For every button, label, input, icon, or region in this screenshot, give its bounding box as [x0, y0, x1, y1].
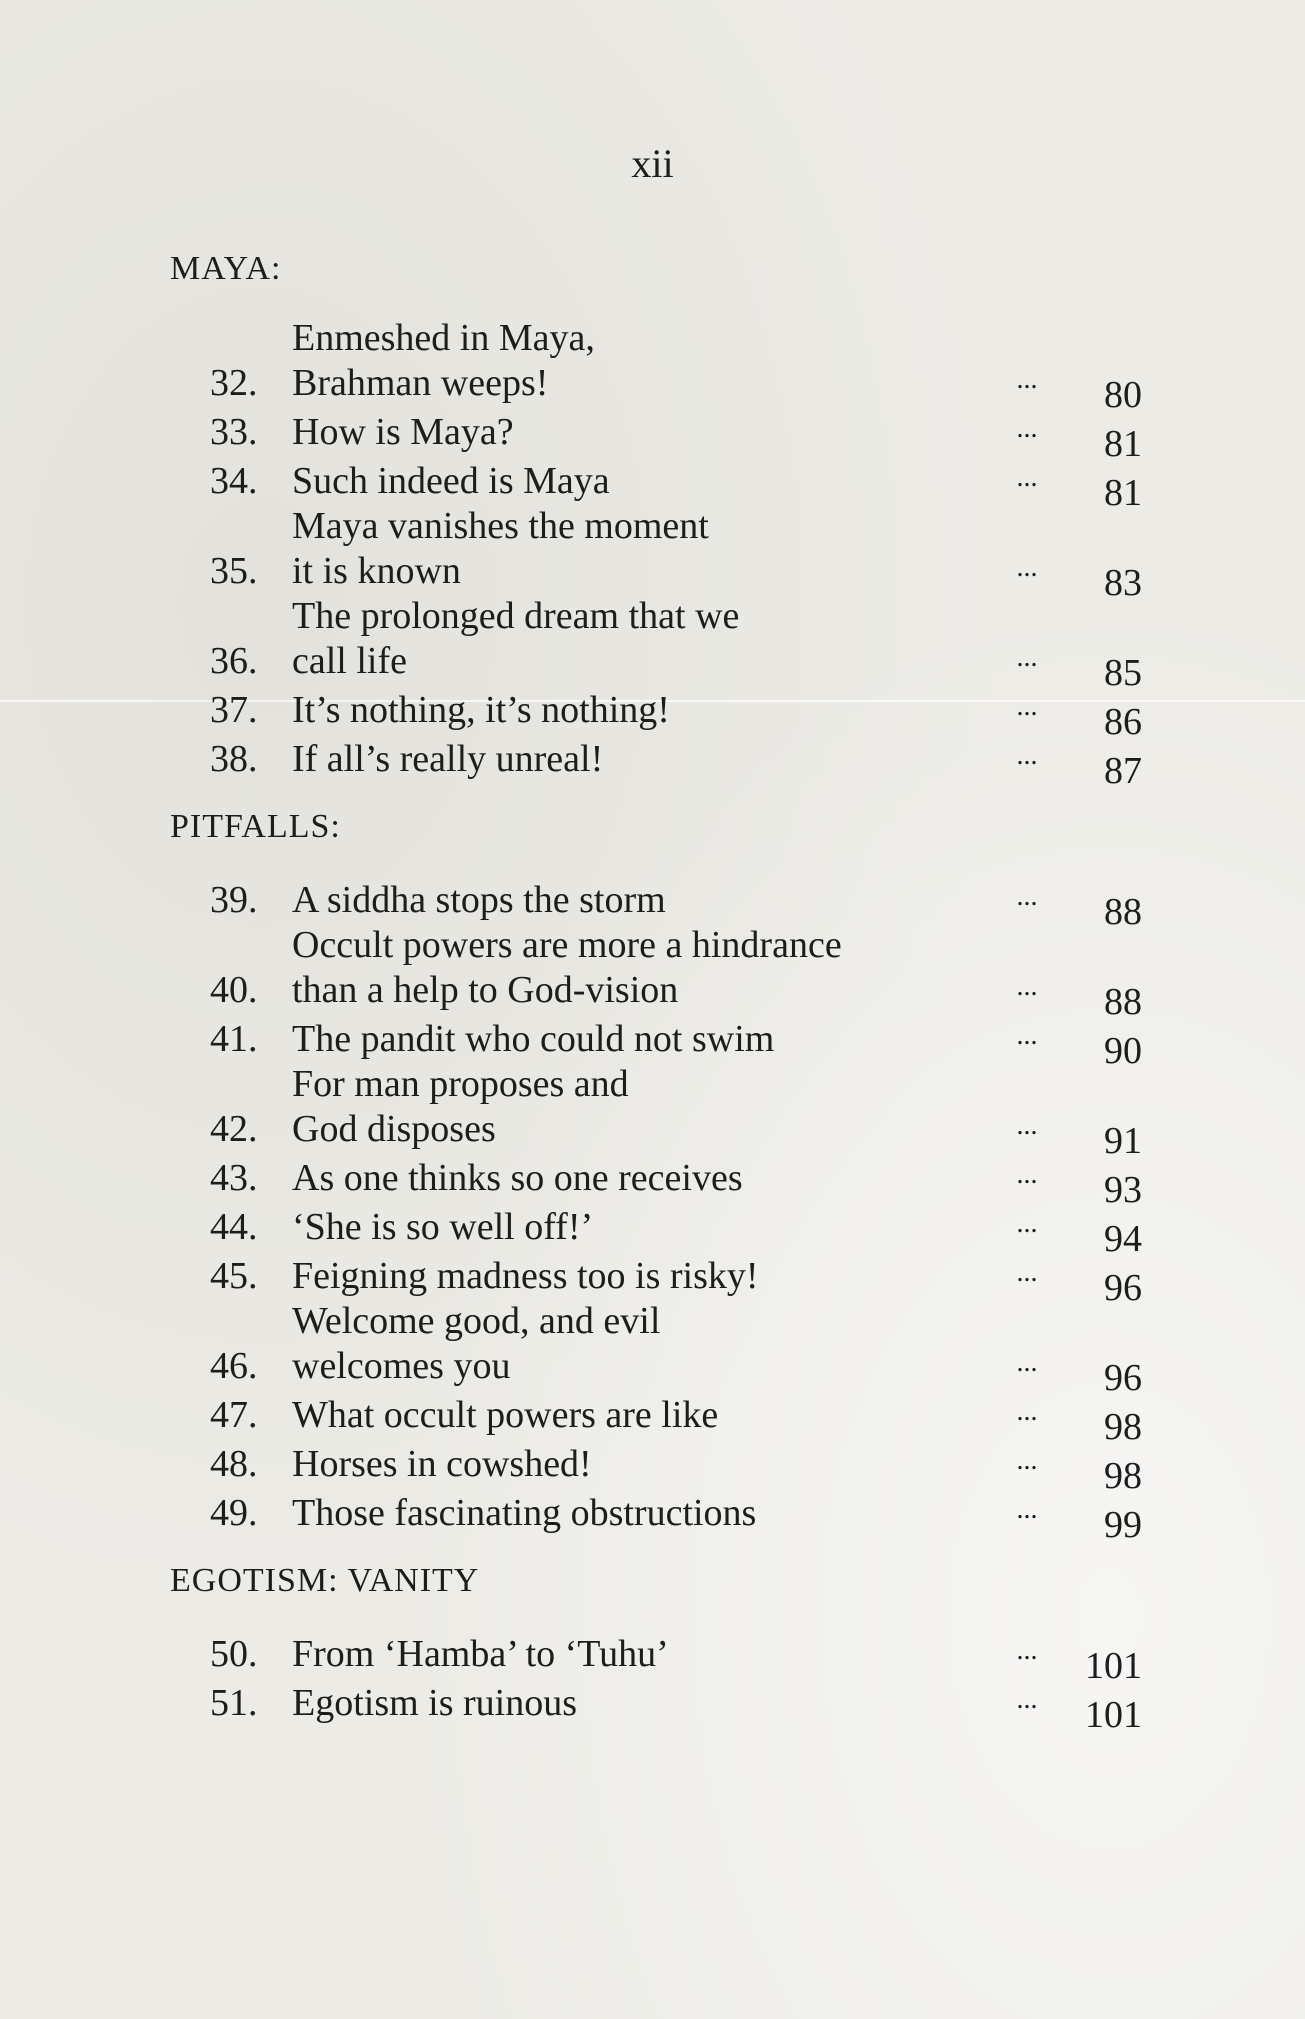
dot-leader: ... [1016, 881, 1038, 912]
entry-title [292, 1062, 992, 1152]
section-heading: PITFALLS: [170, 808, 341, 845]
entry-title [292, 1442, 992, 1487]
entry-title-line: The pandit who could not swim [292, 1018, 775, 1060]
entry-number: 32. [210, 362, 258, 404]
entry-number: 34. [210, 460, 258, 502]
entry-page-number: 90 [1104, 1030, 1142, 1072]
toc-entry [210, 1299, 1190, 1399]
toc-entry [210, 594, 1190, 694]
entry-title-line: call life [292, 640, 407, 682]
entry-page-number: 91 [1104, 1120, 1142, 1162]
toc-entry [210, 923, 1190, 1023]
entry-title [292, 316, 992, 406]
dot-leader: ... [1016, 1635, 1038, 1666]
entry-number: 50. [210, 1633, 258, 1675]
entry-title-line: If all’s really unreal! [292, 738, 604, 780]
entry-page-number: 93 [1104, 1169, 1142, 1211]
entry-page-number: 98 [1104, 1406, 1142, 1448]
entry-title-line: than a help to God-vision [292, 969, 679, 1011]
entry-number: 45. [210, 1255, 258, 1297]
entry-title [292, 737, 992, 782]
entry-title [292, 1681, 992, 1726]
entry-number: 41. [210, 1018, 258, 1060]
toc-entry [210, 504, 1190, 604]
entry-title [292, 688, 992, 733]
toc-entry [210, 684, 1190, 743]
entry-number: 35. [210, 550, 258, 592]
entry-title-line: What occult powers are like [292, 1394, 719, 1436]
entry-number: 40. [210, 969, 258, 1011]
entry-title-line: Maya vanishes the moment [292, 505, 709, 547]
entry-title-line: How is Maya? [292, 411, 514, 453]
entry-title-line: Enmeshed in Maya, [292, 317, 595, 359]
dot-leader: ... [1016, 1110, 1038, 1141]
entry-title-line: welcomes you [292, 1345, 511, 1387]
entry-page-number: 101 [1085, 1694, 1142, 1736]
toc-entry [210, 1438, 1190, 1497]
entry-page-number: 96 [1104, 1357, 1142, 1399]
section-heading: EGOTISM: VANITY [170, 1562, 480, 1599]
entry-page-number: 81 [1104, 423, 1142, 465]
toc-entry [210, 1201, 1190, 1260]
entry-page-number: 85 [1104, 652, 1142, 694]
entry-page-number: 101 [1085, 1645, 1142, 1687]
entry-title-line: Welcome good, and evil [292, 1300, 661, 1342]
entry-number: 48. [210, 1443, 258, 1485]
entry-title [292, 410, 992, 455]
entry-number: 38. [210, 738, 258, 780]
page-number: xii [631, 141, 674, 186]
entry-number: 43. [210, 1157, 258, 1199]
entry-page-number: 94 [1104, 1218, 1142, 1260]
entry-title [292, 1299, 992, 1389]
entry-page-number: 98 [1104, 1455, 1142, 1497]
dot-leader: ... [1016, 1020, 1038, 1051]
toc-entry [210, 1628, 1190, 1687]
entry-number: 39. [210, 879, 258, 921]
toc-entry [210, 874, 1190, 933]
toc-entry [210, 1152, 1190, 1211]
dot-leader: ... [1016, 1208, 1038, 1239]
entry-page-number: 99 [1104, 1504, 1142, 1546]
entry-title-line: As one thinks so one receives [292, 1157, 743, 1199]
dot-leader: ... [1016, 1445, 1038, 1476]
entry-title-line: Egotism is ruinous [292, 1682, 578, 1724]
entry-title-line: Those fascinating obstructions [292, 1492, 757, 1534]
table-of-contents [140, 250, 1190, 1736]
entry-number: 49. [210, 1492, 258, 1534]
toc-entry [210, 1250, 1190, 1309]
dot-leader: ... [1016, 364, 1038, 395]
entry-title [292, 923, 992, 1013]
entry-page-number: 80 [1104, 374, 1142, 416]
dot-leader: ... [1016, 1494, 1038, 1525]
entry-title [292, 1491, 992, 1536]
entry-title-line: From ‘Hamba’ to ‘Tuhu’ [292, 1633, 669, 1675]
entry-title-line: The prolonged dream that we [292, 595, 740, 637]
dot-leader: ... [1016, 462, 1038, 493]
entry-title-line: Brahman weeps! [292, 362, 549, 404]
toc-entry [210, 455, 1190, 514]
entry-page-number: 83 [1104, 562, 1142, 604]
dot-leader: ... [1016, 1347, 1038, 1378]
entry-page-number: 81 [1104, 472, 1142, 514]
entry-page-number: 96 [1104, 1267, 1142, 1309]
entry-number: 36. [210, 640, 258, 682]
entry-page-number: 86 [1104, 701, 1142, 743]
toc-entry [210, 733, 1190, 792]
entry-title [292, 878, 992, 923]
entry-title-line: God disposes [292, 1108, 496, 1150]
toc-entry [210, 1013, 1190, 1072]
entry-number: 51. [210, 1682, 258, 1724]
toc-entry [210, 1062, 1190, 1162]
dot-leader: ... [1016, 971, 1038, 1002]
entry-title [292, 1632, 992, 1677]
entry-title [292, 1156, 992, 1201]
entry-title [292, 1393, 992, 1438]
entry-page-number: 88 [1104, 891, 1142, 933]
dot-leader: ... [1016, 413, 1038, 444]
entry-title-line: For man proposes and [292, 1063, 629, 1105]
entry-number: 42. [210, 1108, 258, 1150]
entry-title-line: Occult powers are more a hindrance [292, 924, 842, 966]
entry-number: 44. [210, 1206, 258, 1248]
dot-leader: ... [1016, 1684, 1038, 1715]
entry-title-line: ‘She is so well off!’ [292, 1206, 594, 1248]
entry-number: 37. [210, 689, 258, 731]
entry-number: 46. [210, 1345, 258, 1387]
entry-title [292, 1205, 992, 1250]
toc-entry [210, 1487, 1190, 1546]
entry-title [292, 1017, 992, 1062]
entry-page-number: 87 [1104, 750, 1142, 792]
dot-leader: ... [1016, 552, 1038, 583]
entry-title [292, 594, 992, 684]
entry-title-line: it is known [292, 550, 461, 592]
entry-page-number: 88 [1104, 981, 1142, 1023]
dot-leader: ... [1016, 1396, 1038, 1427]
section-heading: MAYA: [170, 250, 282, 287]
toc-entry [210, 1389, 1190, 1448]
dot-leader: ... [1016, 1159, 1038, 1190]
entry-number: 33. [210, 411, 258, 453]
entry-title [292, 459, 992, 504]
dot-leader: ... [1016, 691, 1038, 722]
entry-title-line: Feigning madness too is risky! [292, 1255, 759, 1297]
dot-leader: ... [1016, 1257, 1038, 1288]
dot-leader: ... [1016, 740, 1038, 771]
entry-title-line: Such indeed is Maya [292, 460, 610, 502]
entry-number: 47. [210, 1394, 258, 1436]
entry-title [292, 504, 992, 594]
entry-title-line: Horses in cowshed! [292, 1443, 592, 1485]
entry-title-line: It’s nothing, it’s nothing! [292, 689, 670, 731]
entry-title-line: A siddha stops the storm [292, 879, 666, 921]
dot-leader: ... [1016, 642, 1038, 673]
toc-entry [210, 316, 1190, 416]
entry-title [292, 1254, 992, 1299]
toc-entry [210, 1677, 1190, 1736]
toc-entry [210, 406, 1190, 465]
